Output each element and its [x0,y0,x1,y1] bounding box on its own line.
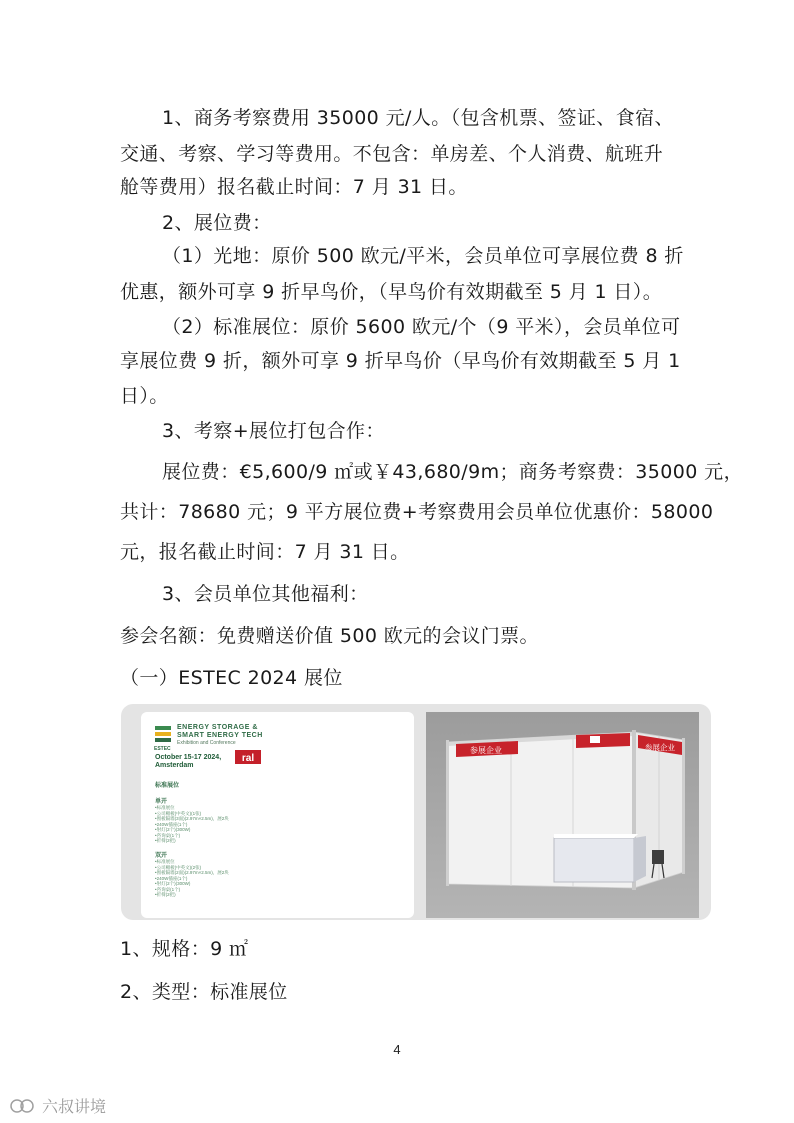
flyer-brand: ENERGY STORAGE & SMART ENERGY TECH [177,724,263,739]
flyer-item: •标准展位 [155,859,175,864]
flyer-item: •射灯(2个)(300W) [155,881,191,886]
paragraph-line: 2、展位费： [162,212,272,234]
flyer-item: •咨询桌(1个) [155,886,181,892]
counter-top [554,834,638,838]
spec-line: 2、类型：标准展位 [120,981,288,1003]
fascia-left-text: 参展企业 [470,746,502,755]
paragraph-line: （1）光地：原价 500 欧元/平米，会员单位可享展位费 8 折 [162,245,684,267]
flyer-item: •折椅(2把) [155,838,176,843]
paragraph-line: 1、商务考察费用 35000 元/人。（包含机票、签证、食宿、 [162,107,674,129]
paragraph-line: （2）标准展位：原价 5600 欧元/个（9 平米），会员单位可 [162,316,681,338]
svg-text:ral: ral [241,753,255,764]
paragraph-line: 元，报名截止时间：7 月 31 日。 [120,541,410,563]
watermark-text: 六叔讲境 [42,1097,107,1116]
watermark-logo-icon [10,1097,38,1115]
counter-side [634,836,646,882]
booth-flyer [141,712,414,918]
flyer-item: •折椅(2把) [155,892,176,897]
flyer-item: •公司楣板(中英文)(2张) [155,864,202,870]
flyer-date: October 15-17 2024, Amsterdam [155,754,222,769]
paragraph-line: 交通、考察、学习等费用。不包含：单房差、个人消费、航班升 [120,143,664,165]
fascia-right-text: 参展企业 [645,743,675,752]
section-heading: （一）ESTEC 2024 展位 [120,667,343,689]
paragraph-line: 优惠，额外可享 9 折早鸟价，（早鸟价有效期截至 5 月 1 日）。 [120,281,663,303]
paragraph-line: 共计：78680 元；9 平方展位费+考察费用会员单位优惠价：58000 [120,501,714,523]
paragraph-line: 日）。 [120,385,169,407]
flyer-item: •围板隔墙(3面)(2.97m×2.5m)，展2块 [155,816,229,821]
paragraph-line: 展位费：€5,600/9 ㎡或￥43,680/9m；商务考察费：35000 元， [162,461,743,483]
watermark [10,1094,106,1117]
flyer-item: •标准展位 [155,805,175,810]
flyer-item: •咨询桌(1个) [155,832,181,838]
flyer-section1: 单开 [155,799,168,805]
booth-post [682,738,685,874]
booth-drawing [426,712,699,918]
booth-fascia-center [576,733,630,748]
estec-logo-icon [155,726,171,744]
flyer-brand-sub: Exhibition and Conference [177,740,236,746]
flyer-title: 标准展位 [155,783,180,789]
flyer-item: •公司楣板(中英文)(1张) [155,810,202,816]
flyer-estec: ESTEC [154,746,171,752]
flyer-section2: 双开 [155,853,168,859]
booth-illustration [426,712,699,918]
paragraph-line: 舱等费用）报名截止时间：7 月 31 日。 [120,176,468,198]
flyer-item: •射灯(2个)(300W) [155,827,191,832]
booth-chair [652,850,664,864]
booth-post [446,740,449,886]
fascia-logo-icon [590,736,600,743]
flyer-item: •240W插座(1个) [155,821,188,827]
paragraph-line: 3、会员单位其他福利： [162,583,369,605]
ral-logo-icon [235,750,261,764]
spec-line: 1、规格：9 ㎡ [120,938,249,960]
flyer-item: •围板隔墙(2面)(2.97m×2.5m)，展2块 [155,870,229,875]
paragraph-line: 参会名额：免费赠送价值 500 欧元的会议门票。 [120,625,539,647]
booth-counter [554,838,634,882]
booth-figure [121,704,711,920]
page-number: 4 [393,1042,401,1057]
flyer-item: •240W插座(1个) [155,875,188,881]
paragraph-line: 3、考察+展位打包合作： [162,420,385,442]
paragraph-line: 享展位费 9 折，额外可享 9 折早鸟价（早鸟价有效期截至 5 月 1 [120,350,681,372]
